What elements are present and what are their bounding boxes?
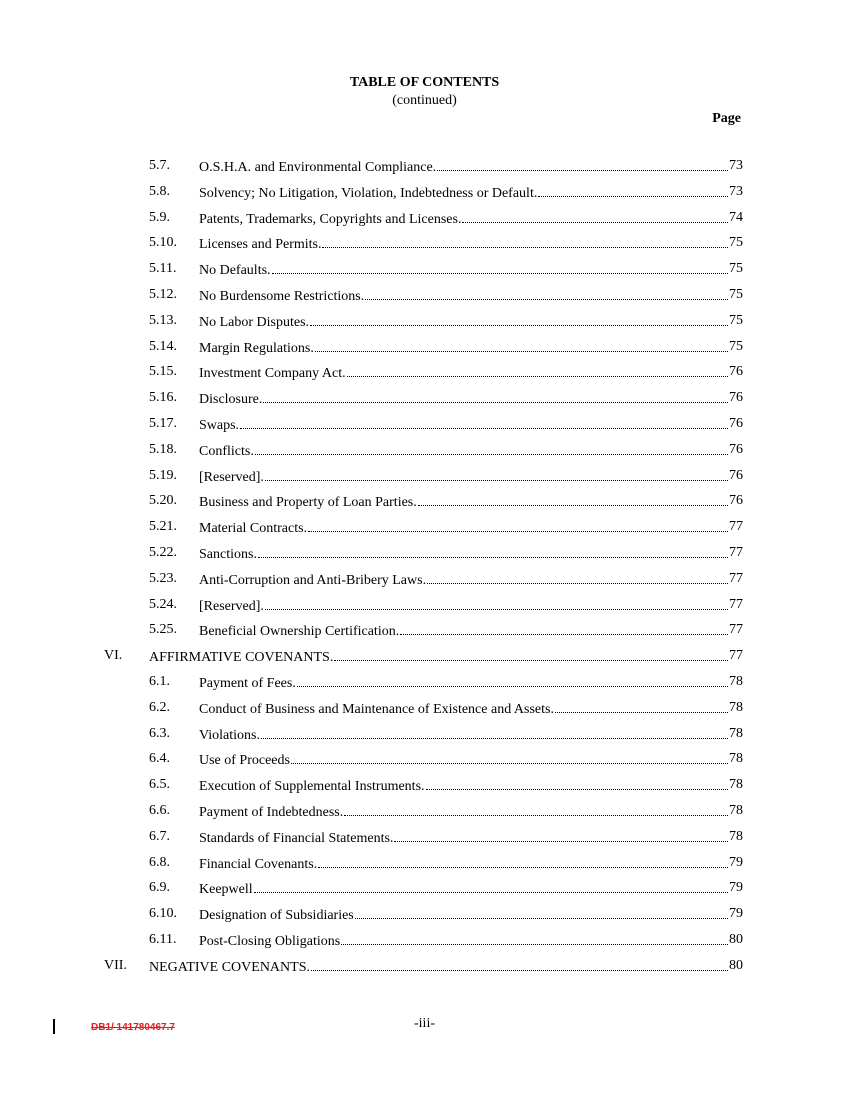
toc-entry-title: AFFIRMATIVE COVENANTS. bbox=[149, 648, 333, 668]
toc-entry-page: 78 bbox=[729, 751, 743, 766]
toc-entry-number: 6.6. bbox=[149, 803, 170, 818]
toc-entry-title: No Burdensome Restrictions. bbox=[199, 287, 364, 307]
toc-entry-page: 78 bbox=[729, 829, 743, 844]
toc-entry-heading bbox=[199, 749, 729, 771]
toc-entry-heading bbox=[199, 388, 729, 410]
toc-entry-number: 5.17. bbox=[149, 416, 177, 431]
dot-leader bbox=[400, 620, 728, 635]
toc-entry-title: Execution of Supplemental Instruments. bbox=[199, 777, 425, 797]
dot-leader bbox=[254, 878, 728, 893]
toc-entry-heading bbox=[199, 440, 729, 462]
toc-entry-title: Patents, Trademarks, Copyrights and Licenses. bbox=[199, 210, 461, 230]
toc-entry-heading bbox=[199, 156, 729, 178]
toc-entry-title: Post-Closing Obligations bbox=[199, 932, 340, 952]
toc-entry-number: VI. bbox=[104, 648, 123, 663]
page-title: TABLE OF CONTENTS bbox=[349, 75, 500, 90]
toc-section-entry[interactable] bbox=[0, 724, 849, 744]
toc-entry-page: 77 bbox=[729, 622, 743, 637]
toc-entry-heading bbox=[199, 698, 729, 720]
toc-entry-heading bbox=[199, 672, 729, 694]
toc-entry-heading bbox=[199, 801, 729, 823]
toc-entry-page: 74 bbox=[729, 210, 743, 225]
toc-entry-heading bbox=[199, 414, 729, 436]
toc-entry-heading bbox=[199, 853, 729, 875]
dot-leader bbox=[272, 259, 728, 274]
toc-section-entry[interactable] bbox=[0, 930, 849, 950]
toc-entry-number: 5.20. bbox=[149, 493, 177, 508]
toc-entry-heading bbox=[199, 233, 729, 255]
toc-entry-heading bbox=[199, 569, 729, 591]
toc-section-entry[interactable] bbox=[0, 182, 849, 202]
dot-leader bbox=[258, 543, 728, 558]
dot-leader bbox=[427, 569, 728, 584]
toc-entry-title: Financial Covenants. bbox=[199, 855, 317, 875]
toc-entry-title: Payment of Fees. bbox=[199, 674, 296, 694]
toc-entry-number: 5.9. bbox=[149, 210, 170, 225]
toc-entry-heading bbox=[199, 337, 729, 359]
document-id: DB1/ 141780467.7 bbox=[91, 1022, 175, 1033]
toc-entry-number: 6.11. bbox=[149, 932, 177, 947]
dot-leader bbox=[308, 517, 728, 532]
toc-section-entry[interactable] bbox=[0, 569, 849, 589]
page-column-label: Page bbox=[712, 111, 741, 126]
toc-section-entry[interactable] bbox=[0, 698, 849, 718]
dot-leader bbox=[315, 337, 728, 352]
dot-leader bbox=[365, 285, 728, 300]
toc-section-entry[interactable] bbox=[0, 285, 849, 305]
toc-entry-title: Disclosure. bbox=[199, 390, 262, 410]
toc-entry-page: 76 bbox=[729, 416, 743, 431]
toc-entry-number: 6.7. bbox=[149, 829, 170, 844]
toc-entry-heading bbox=[199, 878, 729, 900]
toc-section-entry[interactable] bbox=[0, 337, 849, 357]
toc-section-entry[interactable] bbox=[0, 414, 849, 434]
toc-entry-number: 5.23. bbox=[149, 571, 177, 586]
toc-entry-title: Sanctions. bbox=[199, 545, 257, 565]
toc-entry-title: [Reserved]. bbox=[199, 597, 264, 617]
toc-section-entry[interactable] bbox=[0, 672, 849, 692]
toc-entry-page: 75 bbox=[729, 235, 743, 250]
toc-entry-number: 6.2. bbox=[149, 700, 170, 715]
dot-leader bbox=[334, 646, 728, 661]
toc-entry-page: 77 bbox=[729, 648, 743, 663]
toc-entry-number: 6.5. bbox=[149, 777, 170, 792]
toc-section-entry[interactable] bbox=[0, 259, 849, 279]
toc-entry-title: Violations. bbox=[199, 726, 260, 746]
dot-leader bbox=[291, 749, 728, 764]
toc-entry-title: Solvency; No Litigation, Violation, Indebtedness or Default. bbox=[199, 184, 537, 204]
toc-entry-number: 6.3. bbox=[149, 726, 170, 741]
toc-entry-title: NEGATIVE COVENANTS. bbox=[149, 958, 310, 978]
toc-entry-title: Use of Proceeds bbox=[199, 751, 290, 771]
toc-entry-title: Standards of Financial Statements. bbox=[199, 829, 393, 849]
toc-section-entry[interactable] bbox=[0, 904, 849, 924]
toc-entry-title: [Reserved]. bbox=[199, 468, 264, 488]
toc-entry-page: 75 bbox=[729, 313, 743, 328]
dot-leader bbox=[341, 930, 728, 945]
toc-entry-page: 76 bbox=[729, 442, 743, 457]
toc-entry-page: 76 bbox=[729, 493, 743, 508]
toc-entry-title: Keepwell bbox=[199, 880, 253, 900]
toc-section-entry[interactable] bbox=[0, 801, 849, 821]
toc-entry-title: No Defaults. bbox=[199, 261, 271, 281]
toc-section-entry[interactable] bbox=[0, 362, 849, 382]
toc-entry-number: 5.10. bbox=[149, 235, 177, 250]
toc-entry-heading bbox=[199, 543, 729, 565]
toc-section-entry[interactable] bbox=[0, 595, 849, 615]
toc-entry-heading bbox=[199, 311, 729, 333]
toc-section-entry[interactable] bbox=[0, 878, 849, 898]
page-number: -iii- bbox=[414, 1016, 435, 1031]
toc-entry-heading bbox=[199, 208, 729, 230]
toc-entry-page: 77 bbox=[729, 519, 743, 534]
toc-entry-page: 76 bbox=[729, 364, 743, 379]
toc-entry-number: 5.18. bbox=[149, 442, 177, 457]
dot-leader bbox=[265, 595, 728, 610]
toc-entry-title: Beneficial Ownership Certification. bbox=[199, 622, 399, 642]
toc-entry-heading bbox=[199, 182, 729, 204]
toc-entry-number: 5.8. bbox=[149, 184, 170, 199]
dot-leader bbox=[344, 801, 728, 816]
toc-entry-heading bbox=[199, 285, 729, 307]
toc-entry-number: 5.12. bbox=[149, 287, 177, 302]
toc-section-entry[interactable] bbox=[0, 233, 849, 253]
dot-leader bbox=[418, 491, 728, 506]
toc-entry-heading bbox=[149, 646, 729, 668]
toc-entry-number: 6.9. bbox=[149, 880, 170, 895]
dot-leader bbox=[310, 311, 728, 326]
toc-section-entry[interactable] bbox=[0, 775, 849, 795]
toc-entry-heading bbox=[199, 517, 729, 539]
toc-entry-heading bbox=[199, 827, 729, 849]
toc-entry-page: 76 bbox=[729, 468, 743, 483]
toc-entry-title: Designation of Subsidiaries bbox=[199, 906, 354, 926]
dot-leader bbox=[394, 827, 728, 842]
dot-leader bbox=[462, 208, 728, 223]
toc-entry-page: 77 bbox=[729, 597, 743, 612]
toc-entry-page: 76 bbox=[729, 390, 743, 405]
toc-entry-heading bbox=[149, 956, 729, 978]
toc-entry-number: 5.19. bbox=[149, 468, 177, 483]
toc-entry-page: 78 bbox=[729, 700, 743, 715]
toc-entry-title: Conduct of Business and Maintenance of Existence and Assets. bbox=[199, 700, 554, 720]
toc-entry-number: 6.1. bbox=[149, 674, 170, 689]
toc-entry-heading bbox=[199, 904, 729, 926]
dot-leader bbox=[322, 233, 728, 248]
toc-entry-page: 79 bbox=[729, 855, 743, 870]
toc-section-entry[interactable] bbox=[0, 491, 849, 511]
dot-leader bbox=[265, 466, 728, 481]
dot-leader bbox=[347, 362, 728, 377]
toc-article-entry[interactable] bbox=[0, 956, 849, 976]
dot-leader bbox=[355, 904, 728, 919]
dot-leader bbox=[297, 672, 728, 687]
toc-entry-number: VII. bbox=[104, 958, 127, 973]
toc-section-entry[interactable] bbox=[0, 466, 849, 486]
toc-section-entry[interactable] bbox=[0, 543, 849, 563]
toc-entry-page: 78 bbox=[729, 726, 743, 741]
toc-entry-number: 5.7. bbox=[149, 158, 170, 173]
toc-entry-page: 73 bbox=[729, 158, 743, 173]
toc-section-entry[interactable] bbox=[0, 517, 849, 537]
toc-entry-number: 5.22. bbox=[149, 545, 177, 560]
dot-leader bbox=[437, 156, 728, 171]
toc-entry-heading bbox=[199, 362, 729, 384]
toc-entry-page: 75 bbox=[729, 261, 743, 276]
toc-article-entry[interactable] bbox=[0, 646, 849, 666]
toc-entry-page: 79 bbox=[729, 906, 743, 921]
toc-entry-title: Licenses and Permits. bbox=[199, 235, 321, 255]
toc-entry-heading bbox=[199, 724, 729, 746]
toc-entry-page: 75 bbox=[729, 287, 743, 302]
toc-entry-number: 6.4. bbox=[149, 751, 170, 766]
toc-section-entry[interactable] bbox=[0, 156, 849, 176]
toc-entry-title: Investment Company Act. bbox=[199, 364, 346, 384]
toc-section-entry[interactable] bbox=[0, 853, 849, 873]
toc-entry-heading bbox=[199, 620, 729, 642]
toc-entry-page: 78 bbox=[729, 674, 743, 689]
dot-leader bbox=[318, 853, 728, 868]
toc-entry-number: 5.21. bbox=[149, 519, 177, 534]
toc-section-entry[interactable] bbox=[0, 388, 849, 408]
dot-leader bbox=[263, 388, 728, 403]
toc-section-entry[interactable] bbox=[0, 311, 849, 331]
toc-entry-page: 75 bbox=[729, 339, 743, 354]
toc-entry-title: Anti-Corruption and Anti-Bribery Laws. bbox=[199, 571, 426, 591]
toc-entry-number: 5.24. bbox=[149, 597, 177, 612]
toc-entry-page: 78 bbox=[729, 803, 743, 818]
toc-section-entry[interactable] bbox=[0, 749, 849, 769]
toc-entry-heading bbox=[199, 775, 729, 797]
toc-entry-heading bbox=[199, 259, 729, 281]
toc-entry-title: No Labor Disputes. bbox=[199, 313, 309, 333]
toc-entry-page: 80 bbox=[729, 958, 743, 973]
toc-entry-title: Business and Property of Loan Parties. bbox=[199, 493, 417, 513]
toc-entry-number: 5.14. bbox=[149, 339, 177, 354]
page-subtitle: (continued) bbox=[392, 93, 457, 108]
toc-entry-page: 77 bbox=[729, 571, 743, 586]
toc-entry-number: 5.16. bbox=[149, 390, 177, 405]
dot-leader bbox=[311, 956, 728, 971]
toc-entry-page: 77 bbox=[729, 545, 743, 560]
toc-entry-number: 6.8. bbox=[149, 855, 170, 870]
toc-entry-number: 5.25. bbox=[149, 622, 177, 637]
toc-entry-title: O.S.H.A. and Environmental Compliance. bbox=[199, 158, 436, 178]
dot-leader bbox=[426, 775, 728, 790]
toc-entry-number: 5.13. bbox=[149, 313, 177, 328]
toc-section-entry[interactable] bbox=[0, 620, 849, 640]
toc-entry-title: Swaps. bbox=[199, 416, 239, 436]
toc-entry-number: 5.11. bbox=[149, 261, 177, 276]
toc-section-entry[interactable] bbox=[0, 208, 849, 228]
toc-entry-title: Payment of Indebtedness. bbox=[199, 803, 343, 823]
toc-entry-heading bbox=[199, 930, 729, 952]
toc-entry-page: 73 bbox=[729, 184, 743, 199]
toc-entry-heading bbox=[199, 595, 729, 617]
toc-entry-title: Material Contracts. bbox=[199, 519, 307, 539]
toc-entry-page: 78 bbox=[729, 777, 743, 792]
toc-entry-title: Margin Regulations. bbox=[199, 339, 314, 359]
dot-leader bbox=[538, 182, 728, 197]
toc-entry-heading bbox=[199, 491, 729, 513]
toc-entry-number: 6.10. bbox=[149, 906, 177, 921]
toc-entry-page: 79 bbox=[729, 880, 743, 895]
dot-leader bbox=[261, 724, 728, 739]
toc-entry-page: 80 bbox=[729, 932, 743, 947]
toc-entry-title: Conflicts. bbox=[199, 442, 254, 462]
dot-leader bbox=[240, 414, 728, 429]
toc-section-entry[interactable] bbox=[0, 827, 849, 847]
toc-entry-heading bbox=[199, 466, 729, 488]
toc-section-entry[interactable] bbox=[0, 440, 849, 460]
toc-entry-number: 5.15. bbox=[149, 364, 177, 379]
dot-leader bbox=[555, 698, 728, 713]
dot-leader bbox=[255, 440, 728, 455]
